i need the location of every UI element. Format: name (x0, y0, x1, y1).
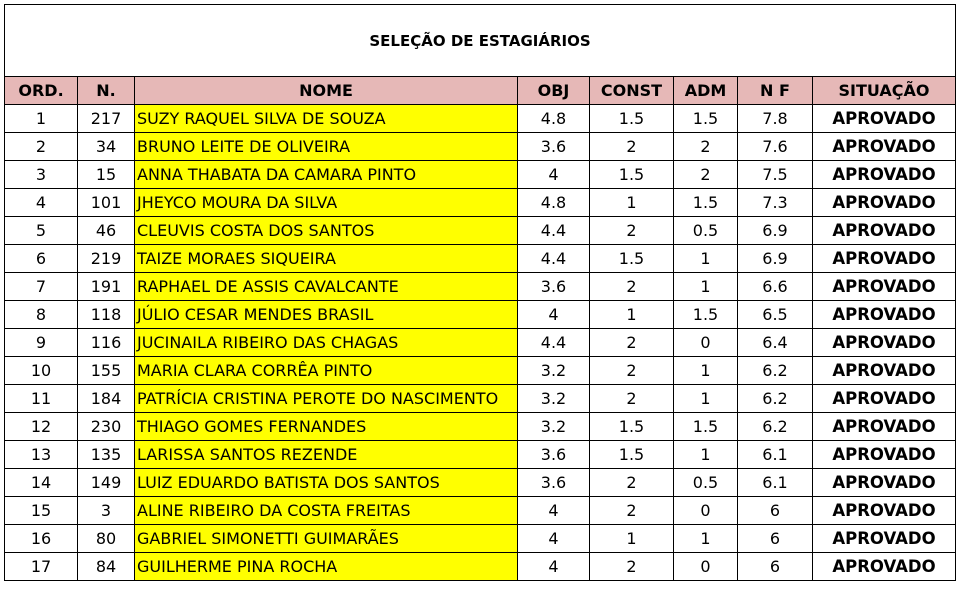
cell-obj: 3.6 (518, 469, 590, 497)
cell-nf: 6.2 (738, 385, 813, 413)
cell-n: 80 (78, 525, 135, 553)
cell-ord: 10 (5, 357, 78, 385)
cell-adm: 1 (674, 357, 738, 385)
cell-obj: 3.2 (518, 385, 590, 413)
cell-obj: 4.4 (518, 245, 590, 273)
cell-n: 3 (78, 497, 135, 525)
cell-obj: 4 (518, 553, 590, 581)
cell-status: APROVADO (813, 217, 956, 245)
cell-obj: 4 (518, 497, 590, 525)
cell-n: 118 (78, 301, 135, 329)
cell-n: 46 (78, 217, 135, 245)
cell-obj: 4 (518, 301, 590, 329)
table-row (5, 413, 956, 441)
cell-obj: 4.8 (518, 105, 590, 133)
cell-ord: 14 (5, 469, 78, 497)
cell-obj: 3.2 (518, 357, 590, 385)
cell-adm: 0 (674, 329, 738, 357)
cell-n: 135 (78, 441, 135, 469)
cell-status: APROVADO (813, 469, 956, 497)
table-row (5, 189, 956, 217)
cell-const: 1 (590, 189, 674, 217)
table-row (5, 161, 956, 189)
sheet-title: SELEÇÃO DE ESTAGIÁRIOS (5, 5, 956, 77)
cell-status: APROVADO (813, 525, 956, 553)
results-table (4, 4, 956, 581)
cell-const: 2 (590, 497, 674, 525)
cell-nf: 6.2 (738, 357, 813, 385)
cell-name: JÚLIO CESAR MENDES BRASIL (135, 301, 518, 329)
cell-ord: 13 (5, 441, 78, 469)
cell-const: 2 (590, 385, 674, 413)
cell-status: APROVADO (813, 357, 956, 385)
cell-status: APROVADO (813, 161, 956, 189)
cell-name: MARIA CLARA CORRÊA PINTO (135, 357, 518, 385)
cell-ord: 8 (5, 301, 78, 329)
cell-nf: 6 (738, 525, 813, 553)
cell-status: APROVADO (813, 245, 956, 273)
cell-adm: 1.5 (674, 301, 738, 329)
cell-status: APROVADO (813, 497, 956, 525)
cell-name: ALINE RIBEIRO DA COSTA FREITAS (135, 497, 518, 525)
cell-name: SUZY RAQUEL SILVA DE SOUZA (135, 105, 518, 133)
cell-const: 1.5 (590, 413, 674, 441)
cell-ord: 16 (5, 525, 78, 553)
header-row (5, 77, 956, 105)
cell-const: 1 (590, 525, 674, 553)
cell-obj: 4 (518, 161, 590, 189)
cell-status: APROVADO (813, 273, 956, 301)
cell-obj: 4.4 (518, 217, 590, 245)
table-row (5, 553, 956, 581)
cell-const: 2 (590, 273, 674, 301)
cell-nf: 6.6 (738, 273, 813, 301)
intern-selection-sheet (4, 4, 955, 581)
cell-name: BRUNO LEITE DE OLIVEIRA (135, 133, 518, 161)
cell-nf: 7.5 (738, 161, 813, 189)
cell-nf: 6.2 (738, 413, 813, 441)
table-row (5, 301, 956, 329)
cell-name: GABRIEL SIMONETTI GUIMARÃES (135, 525, 518, 553)
cell-obj: 4.8 (518, 189, 590, 217)
cell-name: TAIZE MORAES SIQUEIRA (135, 245, 518, 273)
cell-name: JHEYCO MOURA DA SILVA (135, 189, 518, 217)
cell-name: PATRÍCIA CRISTINA PEROTE DO NASCIMENTO (135, 385, 518, 413)
cell-n: 184 (78, 385, 135, 413)
cell-nf: 6 (738, 553, 813, 581)
table-row (5, 525, 956, 553)
cell-status: APROVADO (813, 413, 956, 441)
cell-adm: 1 (674, 245, 738, 273)
header-const: CONST (590, 77, 674, 105)
cell-status: APROVADO (813, 329, 956, 357)
cell-name: THIAGO GOMES FERNANDES (135, 413, 518, 441)
cell-n: 149 (78, 469, 135, 497)
cell-const: 2 (590, 469, 674, 497)
cell-obj: 4 (518, 525, 590, 553)
cell-ord: 6 (5, 245, 78, 273)
cell-name: RAPHAEL DE ASSIS CAVALCANTE (135, 273, 518, 301)
cell-adm: 1 (674, 385, 738, 413)
table-row (5, 441, 956, 469)
cell-adm: 0 (674, 497, 738, 525)
cell-obj: 4.4 (518, 329, 590, 357)
title-row (5, 5, 956, 77)
cell-const: 1.5 (590, 441, 674, 469)
cell-ord: 17 (5, 553, 78, 581)
table-row (5, 133, 956, 161)
cell-const: 1.5 (590, 161, 674, 189)
table-row (5, 329, 956, 357)
cell-ord: 9 (5, 329, 78, 357)
cell-name: LARISSA SANTOS REZENDE (135, 441, 518, 469)
cell-n: 84 (78, 553, 135, 581)
cell-ord: 4 (5, 189, 78, 217)
header-obj: OBJ (518, 77, 590, 105)
cell-n: 34 (78, 133, 135, 161)
cell-name: JUCINAILA RIBEIRO DAS CHAGAS (135, 329, 518, 357)
cell-const: 1.5 (590, 105, 674, 133)
cell-nf: 6.9 (738, 245, 813, 273)
cell-ord: 12 (5, 413, 78, 441)
cell-status: APROVADO (813, 105, 956, 133)
cell-ord: 1 (5, 105, 78, 133)
cell-n: 101 (78, 189, 135, 217)
cell-obj: 3.6 (518, 441, 590, 469)
cell-const: 2 (590, 553, 674, 581)
cell-adm: 1 (674, 441, 738, 469)
cell-adm: 2 (674, 133, 738, 161)
cell-const: 2 (590, 217, 674, 245)
cell-ord: 15 (5, 497, 78, 525)
cell-adm: 1 (674, 525, 738, 553)
header-n: N. (78, 77, 135, 105)
cell-adm: 1.5 (674, 189, 738, 217)
table-row (5, 469, 956, 497)
table-body (5, 105, 956, 581)
cell-nf: 6.1 (738, 441, 813, 469)
cell-nf: 6.5 (738, 301, 813, 329)
cell-ord: 2 (5, 133, 78, 161)
cell-nf: 6.4 (738, 329, 813, 357)
cell-const: 1 (590, 301, 674, 329)
cell-name: CLEUVIS COSTA DOS SANTOS (135, 217, 518, 245)
cell-name: LUIZ EDUARDO BATISTA DOS SANTOS (135, 469, 518, 497)
table-row (5, 217, 956, 245)
cell-const: 1.5 (590, 245, 674, 273)
cell-status: APROVADO (813, 385, 956, 413)
cell-obj: 3.6 (518, 273, 590, 301)
cell-ord: 11 (5, 385, 78, 413)
cell-status: APROVADO (813, 133, 956, 161)
cell-adm: 0.5 (674, 469, 738, 497)
cell-nf: 7.3 (738, 189, 813, 217)
cell-n: 217 (78, 105, 135, 133)
cell-ord: 5 (5, 217, 78, 245)
cell-nf: 6.9 (738, 217, 813, 245)
cell-nf: 7.6 (738, 133, 813, 161)
cell-status: APROVADO (813, 553, 956, 581)
cell-status: APROVADO (813, 189, 956, 217)
cell-name: GUILHERME PINA ROCHA (135, 553, 518, 581)
header-ord: ORD. (5, 77, 78, 105)
table-row (5, 385, 956, 413)
cell-const: 2 (590, 133, 674, 161)
table-row (5, 245, 956, 273)
cell-adm: 2 (674, 161, 738, 189)
cell-ord: 7 (5, 273, 78, 301)
header-nome: NOME (135, 77, 518, 105)
cell-ord: 3 (5, 161, 78, 189)
header-nf: N F (738, 77, 813, 105)
cell-adm: 0 (674, 553, 738, 581)
cell-nf: 6.1 (738, 469, 813, 497)
cell-nf: 6 (738, 497, 813, 525)
cell-adm: 1.5 (674, 413, 738, 441)
cell-n: 15 (78, 161, 135, 189)
cell-const: 2 (590, 357, 674, 385)
table-row (5, 497, 956, 525)
table-row (5, 273, 956, 301)
cell-nf: 7.8 (738, 105, 813, 133)
cell-n: 219 (78, 245, 135, 273)
table-row (5, 105, 956, 133)
cell-status: APROVADO (813, 301, 956, 329)
cell-obj: 3.6 (518, 133, 590, 161)
cell-name: ANNA THABATA DA CAMARA PINTO (135, 161, 518, 189)
header-adm: ADM (674, 77, 738, 105)
cell-n: 230 (78, 413, 135, 441)
cell-n: 191 (78, 273, 135, 301)
cell-status: APROVADO (813, 441, 956, 469)
cell-const: 2 (590, 329, 674, 357)
cell-adm: 1.5 (674, 105, 738, 133)
cell-obj: 3.2 (518, 413, 590, 441)
header-situacao: SITUAÇÃO (813, 77, 956, 105)
cell-adm: 1 (674, 273, 738, 301)
cell-n: 116 (78, 329, 135, 357)
cell-adm: 0.5 (674, 217, 738, 245)
cell-n: 155 (78, 357, 135, 385)
table-row (5, 357, 956, 385)
